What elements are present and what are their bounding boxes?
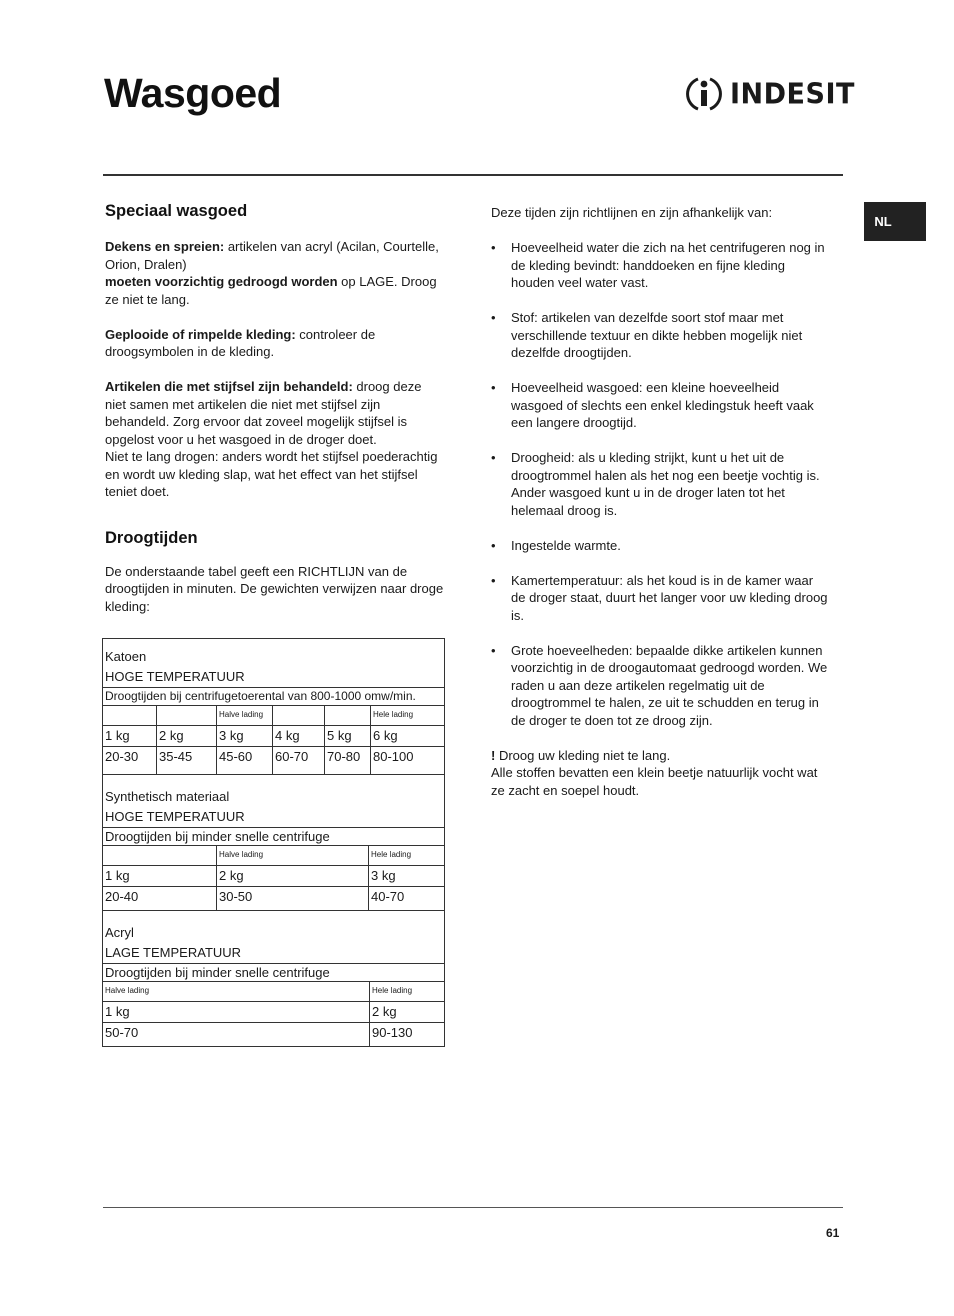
- label-hele-lading: Hele lading: [370, 982, 445, 1002]
- table-row-times: 20-30 35-45 45-60 60-70 70-80 80-100: [103, 747, 445, 775]
- paragraph-droogtijden-intro: De onderstaande tabel geeft een RICHTLIJN van de droogtijden in minuten. De gewichten verwijzen naar droge kleding:: [105, 563, 444, 614]
- paragraph-closing: Alle stoffen bevatten een klein beetje natuurlijk vocht wat ze zacht en soepel houdt.: [491, 765, 818, 798]
- table-row-weights: 1 kg 2 kg 3 kg 4 kg 5 kg 6 kg: [103, 726, 445, 747]
- paragraph-dekens-care: moeten voorzichtig gedroogd worden op LAGE. Droog ze niet te lang.: [105, 274, 437, 307]
- brand-logo: [684, 74, 855, 114]
- table-katoen-name: Katoen: [103, 639, 445, 668]
- table-acryl-note: Droogtijden bij minder snelle centrifuge: [103, 964, 445, 982]
- table-acryl-temp: LAGE TEMPERATUUR: [103, 943, 445, 964]
- warning-icon: !: [491, 747, 496, 763]
- list-item: • Stof: artikelen van dezelfde soort stof maar met verschillende textuur en dikte hebben mogelijk niet dezelfde droogtijden.: [491, 309, 831, 362]
- table-synthetisch-note: Droogtijden bij minder snelle centrifuge: [103, 828, 445, 846]
- paragraph-factors-intro: Deze tijden zijn richtlijnen en zijn afhankelijk van:: [491, 205, 773, 220]
- term-dekens: Dekens en spreien:: [105, 239, 225, 254]
- list-item: • Grote hoeveelheden: bepaalde dikke artikelen kunnen voorzichtig in de droogautomaat gedroogd worden. We raden u aan deze artikelen regelmatig uit de droogtrommel te halen, ze uit te schudden en terug in de droger te doen tot ze droog zijn.: [491, 642, 831, 730]
- warning-line: ! Droog uw kleding niet te lang.: [491, 747, 671, 763]
- table-row-times: 20-40 30-50 40-70: [103, 887, 445, 911]
- table-row: [103, 982, 445, 1002]
- term-voorzichtig: moeten voorzichtig gedroogd worden: [105, 274, 338, 289]
- table-row: [103, 706, 445, 726]
- footer-divider: [103, 1207, 843, 1208]
- table-row: [103, 846, 445, 866]
- factors-list: [491, 239, 831, 729]
- list-item: • Kamertemperatuur: als het koud is in de kamer waar de droger staat, duurt het langer voor uw kleding droog is.: [491, 572, 831, 625]
- right-column: [491, 204, 831, 799]
- paragraph-stijfsel-warning: Niet te lang drogen: anders wordt het stijfsel poederachtig en wordt uw kleding slap, wat het effect van het stijfsel teniet doet.: [105, 449, 438, 499]
- page-number: 61: [826, 1226, 840, 1240]
- label-hele-lading: Hele lading: [369, 846, 445, 866]
- table-row-times: 50-70 90-130: [103, 1023, 445, 1047]
- table-acryl-name: Acryl: [103, 911, 445, 943]
- left-column: [105, 200, 445, 615]
- table-synthetisch: [102, 775, 445, 911]
- table-synthetisch-name: Synthetisch materiaal: [103, 775, 445, 807]
- drying-times-tables: [102, 638, 444, 1047]
- table-katoen-note: Droogtijden bij centrifugetoerental van 800-1000 omw/min.: [103, 688, 445, 706]
- paragraph-stijfsel: Artikelen die met stijfsel zijn behandeld: droog deze niet samen met artikelen die niet met stijfsel zijn behandeld. Zorg ervoor dat zoveel mogelijk stijfsel is opgelost voor u het wasgoed in de droger doet.: [105, 379, 422, 447]
- page-title: Wasgoed: [104, 70, 282, 116]
- paragraph-geplooide: Geplooide of rimpelde kleding: controleer de droogsymbolen in de kleding.: [105, 326, 376, 359]
- label-halve-lading: Halve lading: [217, 706, 273, 726]
- table-acryl: [102, 911, 445, 1047]
- table-katoen-temp: HOGE TEMPERATUUR: [103, 667, 445, 688]
- list-item: • Hoeveelheid wasgoed: een kleine hoeveelheid wasgoed of slechts een enkel kledingstuk heeft vaak een langere droogtijd.: [491, 379, 831, 432]
- table-row-weights: 1 kg 2 kg: [103, 1002, 445, 1023]
- table-katoen: [102, 638, 445, 775]
- table-synthetisch-temp: HOGE TEMPERATUUR: [103, 807, 445, 828]
- term-stijfsel: Artikelen die met stijfsel zijn behandeld:: [105, 379, 353, 394]
- table-row-weights: 1 kg 2 kg 3 kg: [103, 866, 445, 887]
- list-item: • Hoeveelheid water die zich na het centrifugeren nog in de kleding bevindt: handdoeken en fijne kleding houden veel water vast.: [491, 239, 831, 292]
- list-item: • Ingestelde warmte.: [491, 537, 831, 555]
- language-tab: NL: [864, 202, 926, 241]
- label-hele-lading: Hele lading: [371, 706, 445, 726]
- section-title-droogtijden: Droogtijden: [105, 528, 198, 547]
- indesit-i-icon: [684, 74, 724, 114]
- logo-wordmark: INDESIT: [730, 77, 855, 111]
- paragraph-dekens: Dekens en spreien: artikelen van acryl (Acilan, Courtelle, Orion, Dralen): [105, 239, 439, 272]
- term-geplooide: Geplooide of rimpelde kleding:: [105, 326, 296, 342]
- label-halve-lading: Halve lading: [217, 846, 369, 866]
- list-item: • Droogheid: als u kleding strijkt, kunt u het uit de droogtrommel halen als het nog een beetje vochtig is. Ander wasgoed kunt u in de droger laten tot het helemaal droog is.: [491, 449, 831, 519]
- label-halve-lading: Halve lading: [103, 982, 370, 1002]
- section-title-speciaal-wasgoed: Speciaal wasgoed: [105, 202, 248, 220]
- header-divider: [103, 174, 843, 176]
